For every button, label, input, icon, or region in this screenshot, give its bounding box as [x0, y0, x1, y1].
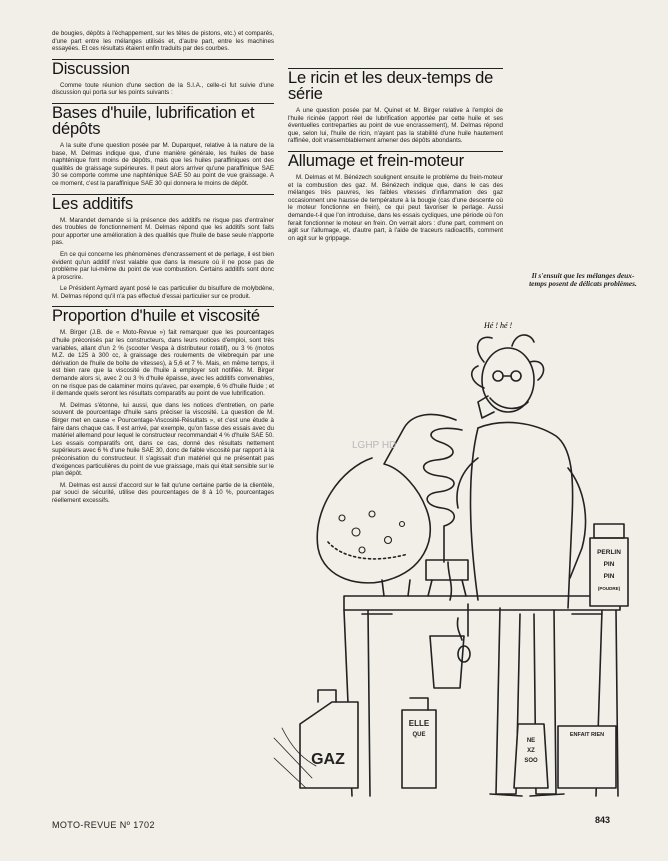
discussion-paragraph: Comme toute réunion d'une section de la S.I.A., celle-ci fut suivie d'une discussion qui porta sur les points suivants : — [52, 81, 274, 97]
additifs-paragraph-3: Le Président Aymard ayant posé le cas particulier du bisulfure de molybdène, M. Delmas répond qu'il n'a pas effectué d'essai particulier sur ce produit. — [52, 285, 274, 300]
footer-page-number: 843 — [595, 815, 611, 825]
watermark: LGHP HD — [352, 440, 397, 451]
scientist-head — [482, 348, 534, 412]
proportion-paragraph-1: M. Birger (J.B. de « Moto-Revue ») fait remarquer que les pourcentages d'huile préconisés par les constructeurs, dans leurs notices d'emploi, sont très variables, allant d'un 2 % (scooter Vespa à distributeur rotatif), ou 3 % (motos M.Z. de 125 à 300 cc, à graissage des roulements de vilebrequin par une dérivation de l'huile de boîte de vitesses), à 5,6 et 7 %. Mais, en même temps, il est bien rare que la viscosité de l'huile à employer soit notifiée. M. Birger demande alors si, avec 2 ou 3 % d'huile épaisse, avec les additifs convenables, on ne risque pas de calaminer moins qu'avec, par exemple, 6 % d'huile fluide ; et il demande quels seront les résultats comparatifs au point de vue lubrification. — [52, 329, 274, 398]
jar-label-3: PIN — [603, 573, 615, 580]
ricin-paragraph: A une question posée par M. Quinet et M. Birger relative à l'emploi de l'huile ricinée (apport réel de lubrification apportée par cette huile et ses éventuelles contreparties au point de vue encrassement), M. Delmas répond que, selon lui, l'huile de ricin, n'ayant pas la stabilité d'une huile hautement raffinée, doit vraisemblablement amener des dépôts abondants. — [288, 107, 503, 145]
heading-discussion: Discussion — [52, 59, 274, 77]
heading-ricin: Le ricin et les deux-temps de série — [288, 68, 503, 102]
bottle-label-1: ELLE — [408, 719, 430, 728]
heading-allumage: Allumage et frein-moteur — [288, 151, 503, 169]
jar-label-4: (POUDRE) — [597, 586, 621, 591]
table-top — [344, 596, 620, 610]
poison-label-2: XZ — [527, 748, 535, 754]
illustration-caption: Il s'ensuit que les mélanges deux-temps posent de délicats problèmes. — [529, 271, 637, 289]
heading-bases: Bases d'huile, lubrification et dépôts — [52, 103, 274, 137]
left-column — [52, 30, 274, 509]
intro-paragraph: de bougies, dépôts à l'échappement, sur les têtes de pistons, etc.) et comparés, d'une part entre les mélanges utilisés et, d'autre part, entre les machines essayées. Et ces résultats étaient enfin traduits par des courbes. — [52, 30, 274, 53]
poison-label-3: SOO — [524, 758, 538, 764]
heading-proportion: Proportion d'huile et viscosité — [52, 306, 274, 324]
proportion-paragraph-3: M. Delmas est aussi d'accord sur le fait qu'une certaine partie de la clientèle, par souci de sécurité, utilise des pourcentages de 8 à 10 %, pourcentages réellement excessifs. — [52, 481, 274, 504]
bases-paragraph: A la suite d'une question posée par M. Duparquet, relative à la nature de la base, M. Delmas indique que, d'une manière générale, les huiles de base naphténique font moins de dépôts, mais que les huiles paraffiniques ont des qualités de graissage supérieures. Il peut alors arriver qu'une paraffinique SAE 30 se comporte comme une naphténique SAE 50 au point de vue graissage. A ce moment, c'est la paraffinique SAE 30 qui donnera le moins de dépôt. — [52, 141, 274, 187]
poison-label-1: NE — [526, 738, 536, 744]
right-column — [288, 62, 503, 246]
scientist-coat — [471, 422, 573, 608]
proportion-paragraph-2: M. Delmas s'étonne, lui aussi, que dans les notices d'entretien, on parle souvent de pourcentage d'huile sans préciser la viscosité. La question de M. Birger met en cause « Pourcentage-Viscosité-Résultats », et c'est une étude à faire dans chaque cas. Il est arrivé, par exemple, qu'on fasse des essais avec du matériel allemand pour lequel le constructeur recommandait 4 % d'huile SAE 50. Les essais comparatifs ont, dans ce cas, donné des résultats nettement supérieurs avec 6 % d'une huile SAE 30, donc de faible viscosité par rapport à la préconisation du constructeur. Il s'agissait d'un matériel qui ne présentait pas d'exigences particulières du point de vue graissage, mais qui était sensible sur le plan dépôt. — [52, 401, 274, 478]
jar-label-1: PERLIN — [597, 549, 621, 556]
poison-bottle — [514, 724, 548, 788]
additifs-paragraph-2: En ce qui concerne les phénomènes d'encrassement et de perlage, il est bien évident qu'un additif n'est valable que dans la mesure où il ne pose pas de problème par lui-même du point de vue combustion. Certains additifs sont donc à proscrire. — [52, 250, 274, 281]
scientist-illustration — [272, 318, 668, 798]
additifs-paragraph-1: M. Marandet demande si la présence des additifs ne risque pas d'entraîner des troubles de fonctionnement M. Delmas répond que les additifs sont faits pour apporter une amélioration à des qualités que l'huile de base seule n'apporte pas. — [52, 216, 274, 247]
allumage-paragraph: M. Delmas et M. Bénézech soulignent ensuite le problème du frein-moteur et la combustion des gaz. M. Bénézech indique que, dans le cas des mélanges très pauvres, les faibles vitesses d'inflammation des gaz occasionnent une hausse de température à la bougie (cas d'une descente où le moteur fonctionne en frein), ce qui peut favoriser le perlage. Aussi demande-t-il que l'on introduise, dans les essais cycliques, une période où l'on ferait fonctionner le moteur en frein. On verrait alors : d'une part, comment on agit sur l'allumage, et, d'autre part, à l'aide de traceurs radioactifs, comment on agit sur le grippage. — [288, 173, 503, 242]
speech-text: Hé ! hé ! — [484, 321, 513, 330]
footer-magazine: MOTO-REVUE Nº 1702 — [52, 820, 155, 830]
bottle-label-2: QUE — [412, 732, 426, 738]
can-label: GAZ — [311, 751, 345, 768]
heading-additifs: Les additifs — [52, 194, 274, 212]
box-label: ENFAIT RIEN — [569, 732, 605, 738]
jar-label-2: PIN — [603, 561, 615, 568]
